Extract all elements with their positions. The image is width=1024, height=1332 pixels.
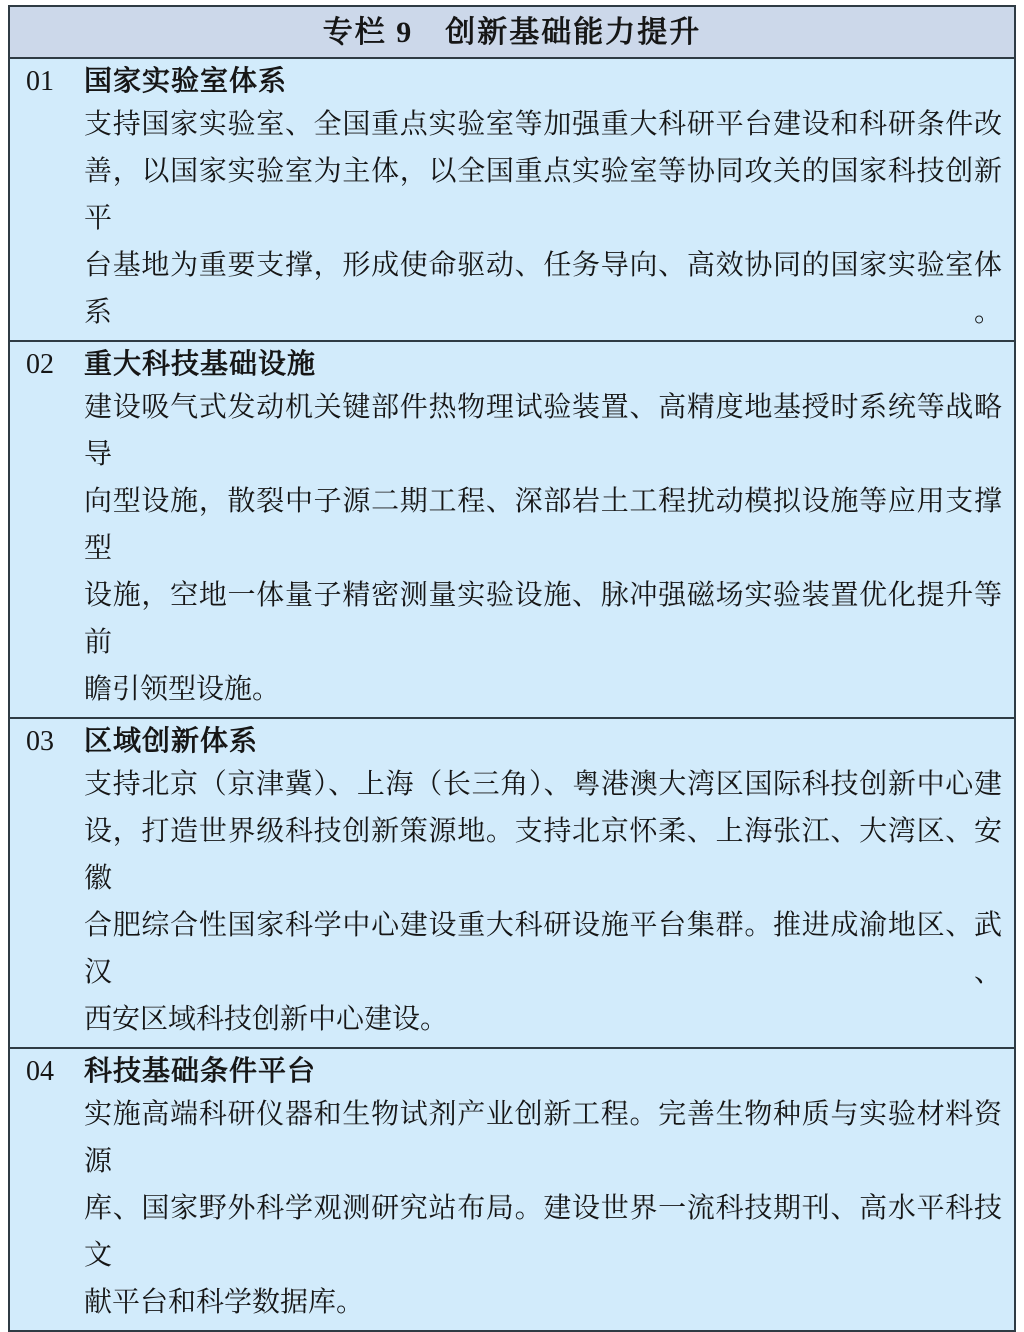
paragraph-line: 建设吸气式发动机关键部件热物理试验装置、高精度地基授时系统等战略导 (84, 392, 1002, 470)
sections-container (10, 59, 1014, 1330)
paragraph-line: 实施高端科研仪器和生物试剂产业创新工程。完善生物种质与实验材料资源 (84, 1099, 1002, 1177)
section-paragraph (84, 1091, 1002, 1326)
section-head (26, 63, 1002, 101)
section-number: 03 (26, 726, 54, 757)
paragraph-line: 善，以国家实验室为主体，以全国重点实验室等协同攻关的国家科技创新平 (84, 156, 1002, 234)
paragraph-line: 设施，空地一体量子精密测量实验设施、脉冲强磁场实验装置优化提升等前 (84, 580, 1002, 658)
section-head (26, 346, 1002, 384)
paragraph-line: 向型设施，散裂中子源二期工程、深部岩土工程扰动模拟设施等应用支撑型 (84, 486, 1002, 564)
section-paragraph (84, 761, 1002, 1043)
paragraph-line: 支持国家实验室、全国重点实验室等加强重大科研平台建设和科研条件改 (84, 109, 1002, 140)
section-title: 区域创新体系 (84, 726, 259, 757)
section-title: 重大科技基础设施 (84, 349, 317, 380)
section-number: 02 (26, 349, 54, 380)
section-title: 科技基础条件平台 (84, 1056, 317, 1087)
section-number: 01 (26, 66, 54, 97)
section-number: 04 (26, 1056, 54, 1087)
paragraph-line: 献平台和科学数据库。 (84, 1287, 365, 1318)
paragraph-line: 支持北京（京津冀）、上海（长三角）、粤港澳大湾区国际科技创新中心建 (84, 769, 1002, 800)
paragraph-line: 瞻引领型设施。 (84, 674, 281, 705)
paragraph-line: 合肥综合性国家科学中心建设重大科研设施平台集群。推进成渝地区、武汉、 (84, 910, 1002, 988)
panel-header (10, 7, 1014, 59)
paragraph-line: 设，打造世界级科技创新策源地。支持北京怀柔、上海张江、大湾区、安徽 (84, 816, 1002, 894)
section-title: 国家实验室体系 (84, 66, 288, 97)
section-01 (10, 59, 1014, 342)
section-02 (10, 342, 1014, 719)
section-04 (10, 1049, 1014, 1330)
paragraph-line: 西安区域科技创新中心建设。 (84, 1004, 449, 1035)
column-box (8, 5, 1016, 1332)
section-paragraph (84, 384, 1002, 713)
paragraph-line: 台基地为重要支撑，形成使命驱动、任务导向、高效协同的国家实验室体系。 (84, 250, 1002, 328)
section-head (26, 1053, 1002, 1091)
section-head (26, 723, 1002, 761)
panel-title: 专栏 9 创新基础能力提升 (322, 16, 702, 49)
section-paragraph (84, 101, 1002, 336)
section-03 (10, 719, 1014, 1049)
paragraph-line: 库、国家野外科学观测研究站布局。建设世界一流科技期刊、高水平科技文 (84, 1193, 1002, 1271)
